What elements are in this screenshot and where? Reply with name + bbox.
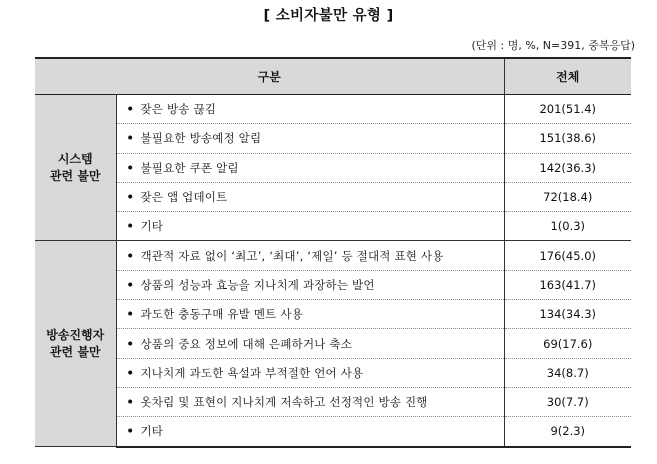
- item-text: 잦은 앱 업데이트: [140, 190, 228, 205]
- value-cell: 72(18.4): [504, 182, 631, 211]
- item-cell: [116, 358, 504, 387]
- bullet-icon: •: [126, 395, 135, 410]
- unit-note: (단위 : 명, %, N=391, 중복응답): [471, 39, 635, 52]
- item-text: 상품의 성능과 효능을 지나치게 과장하는 발언: [140, 277, 375, 292]
- value-cell: 142(36.3): [504, 153, 631, 182]
- table-row: [35, 241, 631, 270]
- table-row: [35, 182, 631, 211]
- item-cell: [116, 417, 504, 447]
- value-cell: 151(38.6): [504, 124, 631, 153]
- item-text: 옷차림 및 표현이 지나치게 저속하고 선정적인 방송 진행: [140, 395, 428, 410]
- group-label-host: [35, 241, 116, 447]
- item-text: 지나치게 과도한 욕설과 부적절한 언어 사용: [140, 365, 364, 380]
- bullet-icon: •: [126, 277, 135, 292]
- table-row: [35, 329, 631, 358]
- value-cell: 176(45.0): [504, 241, 631, 270]
- item-text: 과도한 충동구매 유발 멘트 사용: [140, 307, 303, 322]
- group-label-line: 시스템: [57, 151, 93, 166]
- header-category: 구분: [35, 58, 504, 95]
- item-text: 상품의 중요 정보에 대해 은폐하거나 축소: [140, 336, 353, 351]
- item-cell: [116, 153, 504, 182]
- table-row: [35, 387, 631, 416]
- group-label-line: 방송진행자: [46, 327, 105, 342]
- complaint-table: [35, 57, 631, 448]
- bullet-icon: •: [126, 102, 135, 117]
- item-cell: [116, 300, 504, 329]
- item-text: 불필요한 쿠폰 알림: [140, 160, 239, 175]
- item-cell: [116, 387, 504, 416]
- bullet-icon: •: [126, 190, 135, 205]
- value-cell: 163(41.7): [504, 270, 631, 299]
- item-text: 잦은 방송 끊김: [140, 102, 217, 117]
- header-row: [35, 58, 631, 95]
- item-cell: [116, 270, 504, 299]
- item-cell: [116, 329, 504, 358]
- item-text: 불필요한 방송예정 알림: [140, 131, 262, 146]
- table-title: [ 소비자불만 유형 ]: [263, 8, 394, 24]
- table-row: [35, 153, 631, 182]
- value-cell: 201(51.4): [504, 95, 631, 124]
- group-label-line: 관련 불만: [49, 344, 101, 359]
- item-text: 기타: [140, 424, 164, 439]
- bullet-icon: •: [126, 248, 135, 263]
- bullet-icon: •: [126, 307, 135, 322]
- table-row: [35, 417, 631, 447]
- item-text: 객관적 자료 없이 ‘최고’, ‘최대’, ‘제일’ 등 절대적 표현 사용: [140, 248, 444, 263]
- value-cell: 34(8.7): [504, 358, 631, 387]
- bullet-icon: •: [126, 336, 135, 351]
- bullet-icon: •: [126, 424, 135, 439]
- table-row: [35, 124, 631, 153]
- bullet-icon: •: [126, 131, 135, 146]
- group-label-line: 관련 불만: [49, 168, 101, 183]
- bullet-icon: •: [126, 365, 135, 380]
- value-cell: 1(0.3): [504, 212, 631, 241]
- value-cell: 134(34.3): [504, 300, 631, 329]
- bullet-icon: •: [126, 160, 135, 175]
- item-cell: [116, 124, 504, 153]
- value-cell: 69(17.6): [504, 329, 631, 358]
- bullet-icon: •: [126, 219, 135, 234]
- table-row: [35, 95, 631, 124]
- table-row: [35, 358, 631, 387]
- table-row: [35, 270, 631, 299]
- item-cell: [116, 241, 504, 270]
- item-cell: [116, 212, 504, 241]
- item-text: 기타: [140, 219, 164, 234]
- group-label-system: [35, 95, 116, 241]
- table-row: [35, 300, 631, 329]
- item-cell: [116, 182, 504, 211]
- item-cell: [116, 95, 504, 124]
- header-total: 전체: [504, 58, 631, 95]
- value-cell: 30(7.7): [504, 387, 631, 416]
- table-row: [35, 212, 631, 241]
- value-cell: 9(2.3): [504, 417, 631, 447]
